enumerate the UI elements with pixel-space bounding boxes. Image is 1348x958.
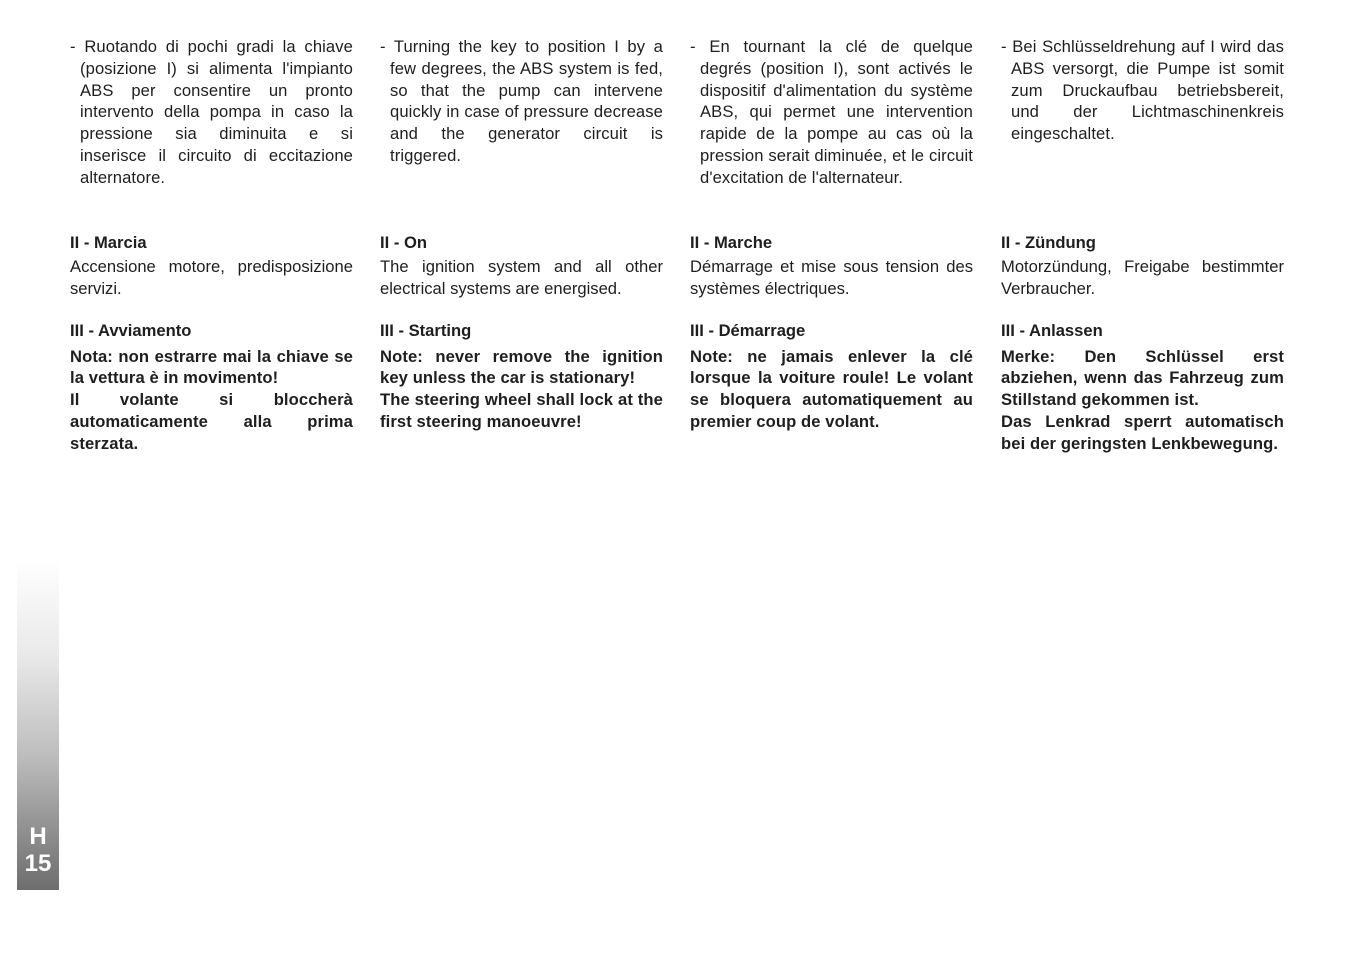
column-italian (70, 36, 353, 455)
warning-note-line-2: The steering wheel shall lock at the first steering manoeuvre! (380, 390, 663, 431)
position-2-title: II - Zündung (1001, 233, 1096, 252)
intro-paragraph: - Bei Schlüsseldrehung auf I wird das ABS versorgt, die Pumpe ist somit zum Druckaufbau betriebsbereit, und der Lichtmaschinenkreis eingeschaltet. (1001, 37, 1284, 144)
position-2-description: The ignition system and all other electrical systems are energised. (380, 257, 663, 298)
warning-note (380, 346, 663, 433)
position-2-title: II - Marcia (70, 233, 147, 252)
position-3-title: III - Anlassen (1001, 320, 1103, 340)
warning-note-line-1: Note: never remove the ignition key unless the car is stationary! (380, 346, 663, 388)
warning-note (1001, 346, 1284, 455)
warning-note-line-1: Merke: Den Schlüssel erst abziehen, wenn das Fahrzeug zum Stillstand gekommen ist. (1001, 346, 1284, 410)
position-2-title: II - Marche (690, 233, 773, 252)
position-3-title: III - Démarrage (690, 320, 806, 340)
warning-note-line-2: Das Lenkrad sperrt automatisch bei der geringsten Lenkbewegung. (1001, 411, 1284, 453)
column-english (380, 36, 663, 433)
position-2-title: II - On (380, 233, 428, 252)
warning-note-line-1: Nota: non estrarre mai la chiave se la vettura è in movimento! (70, 346, 353, 388)
position-2-description: Accensione motore, predisposizione servizi. (70, 257, 353, 298)
position-3-title: III - Starting (380, 320, 472, 340)
warning-note (690, 346, 973, 433)
section-letter: H (29, 823, 47, 850)
warning-note-line-2: Il volante si bloccherà automaticamente alla prima sterzata. (70, 390, 353, 453)
position-2-description: Démarrage et mise sous tension des systèmes électriques. (690, 257, 973, 298)
warning-note (70, 346, 353, 455)
position-2-description: Motorzündung, Freigabe bestimmter Verbraucher. (1001, 257, 1284, 298)
column-french (690, 36, 973, 433)
position-3-title: III - Avviamento (70, 320, 192, 340)
section-tab-label (17, 823, 59, 877)
page-number: 15 (24, 850, 52, 877)
intro-paragraph: - Turning the key to position I by a few degrees, the ABS system is fed, so that the pump can intervene quickly in case of pressure decrease and the generator circuit is triggered. (380, 37, 663, 165)
column-german (1001, 36, 1284, 455)
intro-paragraph: - En tournant la clé de quelque degrés (position I), sont activés le dispositif d'alimentation du système ABS, qui permet une intervention rapide de la pompe au cas où la pression serait diminuée, et le circuit d'excitation de l'alternateur. (690, 37, 973, 187)
warning-note-line-1: Note: ne jamais enlever la clé lorsque la voiture roule! Le volant se bloquera automatiquement au premier coup de volant. (690, 346, 973, 431)
intro-paragraph: - Ruotando di pochi gradi la chiave (posizione I) si alimenta l'impianto ABS per consentire un pronto intervento della pompa in caso la pressione sia diminuita e si inserisce il circuito di eccitazione alternatore. (70, 37, 353, 187)
